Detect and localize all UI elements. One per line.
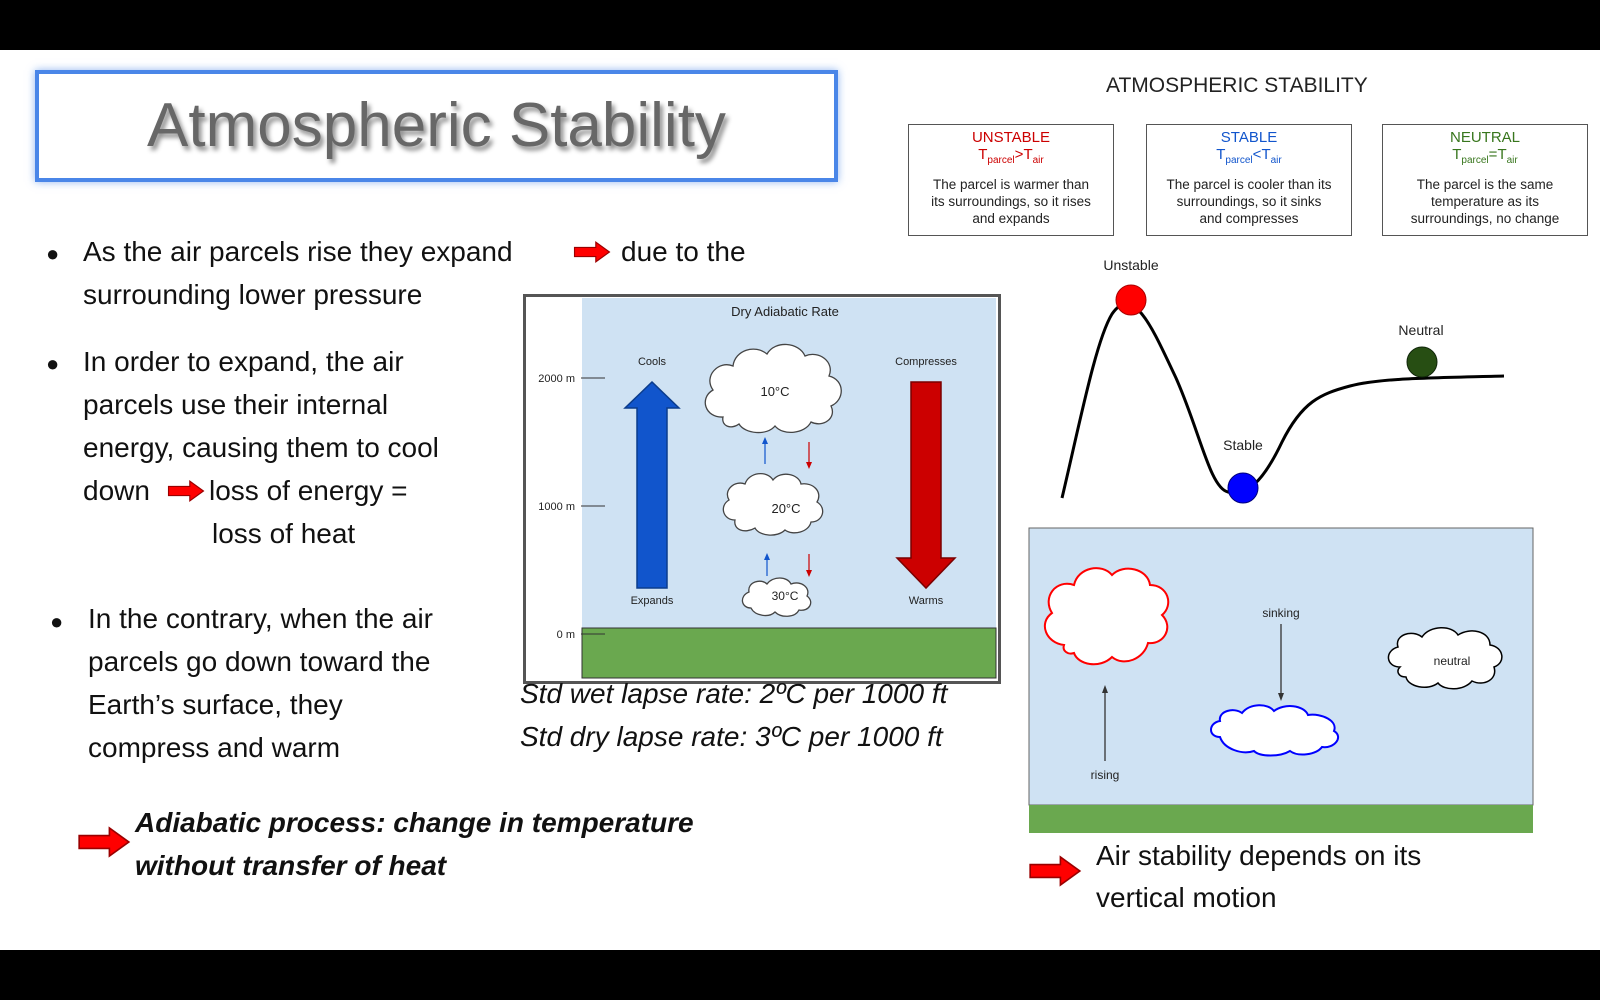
- bullet-2-line-2: parcels use their internal: [83, 389, 389, 420]
- bullet-1-line-2: surrounding lower pressure: [83, 279, 423, 310]
- bullet-2-line-5: loss of heat: [212, 518, 356, 549]
- formula-part: air: [1506, 155, 1518, 166]
- stability-box-label: STABLE: [1220, 129, 1278, 146]
- bullet-3-line-1: In the contrary, when the air: [88, 603, 433, 634]
- bullet-1-text-b: due to the: [621, 236, 746, 267]
- description-line: and expands: [972, 211, 1050, 226]
- label-compresses: Compresses: [895, 356, 957, 368]
- stability-formula: [909, 146, 1113, 170]
- stability-description: [909, 176, 1113, 227]
- bullet-2-line-4a: down: [83, 475, 150, 506]
- bullet-2-line-3: energy, causing them to cool: [83, 432, 439, 463]
- formula-part: T: [1497, 146, 1507, 163]
- formula-part: =: [1488, 146, 1498, 163]
- dry-lapse-rate: Std dry lapse rate: 3ºC per 1000 ft: [520, 721, 943, 752]
- title-box: [35, 70, 838, 182]
- unstable-ball: [1116, 285, 1146, 315]
- formula-part: parcel: [1225, 155, 1253, 166]
- stability-heading: ATMOSPHERIC STABILITY: [1106, 74, 1368, 97]
- label-unstable: Unstable: [1103, 257, 1159, 273]
- alt-label-0: 0 m: [556, 629, 575, 641]
- label-motion-neutral: neutral: [1433, 654, 1471, 668]
- cloud-temp-30: 30°C: [771, 589, 799, 603]
- bullet-2-line-4b: loss of energy =: [209, 475, 408, 506]
- ground-area: [582, 628, 996, 678]
- cloud-temp-20: 20°C: [771, 501, 801, 516]
- formula-part: T: [1261, 146, 1271, 163]
- slide-title: Atmospheric Stability: [147, 91, 726, 160]
- bullet-3-line-4: compress and warm: [88, 732, 341, 763]
- wet-lapse-rate: Std wet lapse rate: 2ºC per 1000 ft: [520, 678, 948, 709]
- label-stable: Stable: [1223, 437, 1263, 453]
- adiabatic-line-2: without transfer of heat: [135, 850, 447, 881]
- dry-adiabatic-diagram: [523, 294, 1001, 686]
- label-sinking: sinking: [1262, 606, 1300, 620]
- bullet-1: [83, 230, 513, 273]
- cloud-temp-10: 10°C: [760, 384, 790, 399]
- formula-part: T: [1216, 146, 1226, 163]
- label-neutral: Neutral: [1398, 322, 1444, 338]
- stability-formula: [1147, 146, 1351, 170]
- description-line: temperature as its: [1430, 194, 1540, 209]
- stability-box-unstable: [908, 124, 1114, 236]
- red-arrow-icon: [573, 239, 611, 265]
- bullet-dot: ●: [46, 241, 60, 266]
- description-line: its surroundings, so it rises: [931, 194, 1091, 209]
- red-arrow-icon: [167, 478, 205, 504]
- formula-part: parcel: [987, 155, 1015, 166]
- formula-part: air: [1032, 155, 1044, 166]
- vertical-motion-diagram: [1028, 527, 1534, 837]
- description-line: surroundings, so it sinks: [1176, 194, 1322, 209]
- ball-stability-diagram: [1050, 252, 1520, 552]
- motion-ground: [1029, 805, 1533, 833]
- label-warms: Warms: [908, 595, 944, 607]
- adiabatic-line-1: Adiabatic process: change in temperature: [135, 807, 694, 838]
- description-line: and compresses: [1199, 211, 1299, 226]
- conclusion-line-2: vertical motion: [1096, 882, 1277, 913]
- description-line: The parcel is cooler than its: [1166, 177, 1332, 192]
- red-arrow-icon: [1028, 854, 1082, 888]
- bullet-1-text-a: As the air parcels rise they expand: [83, 236, 513, 267]
- formula-part: T: [1023, 146, 1033, 163]
- bullet-dot: ●: [46, 351, 60, 376]
- description-line: surroundings, no change: [1410, 211, 1560, 226]
- description-line: The parcel is warmer than: [932, 177, 1090, 192]
- formula-part: >: [1014, 146, 1024, 163]
- formula-part: air: [1270, 155, 1282, 166]
- stability-box-stable: [1146, 124, 1352, 236]
- label-rising: rising: [1090, 768, 1120, 782]
- stability-box-label: NEUTRAL: [1449, 129, 1520, 146]
- label-cools: Cools: [637, 356, 667, 368]
- stable-ball: [1228, 473, 1258, 503]
- bullet-dot: ●: [50, 609, 64, 634]
- formula-part: <: [1252, 146, 1262, 163]
- description-line: The parcel is the same: [1416, 177, 1554, 192]
- bullet-3-line-2: parcels go down toward the: [88, 646, 431, 677]
- diagram-title: Dry Adiabatic Rate: [731, 304, 839, 319]
- stability-box-neutral: [1382, 124, 1588, 236]
- slide: [0, 50, 1600, 950]
- formula-part: T: [978, 146, 988, 163]
- alt-label-1000: 1000 m: [538, 501, 575, 513]
- red-arrow-icon: [77, 825, 131, 859]
- stability-description: [1383, 176, 1587, 227]
- bullet-2-line-1: In order to expand, the air: [83, 346, 404, 377]
- label-expands: Expands: [630, 595, 674, 607]
- formula-part: T: [1452, 146, 1462, 163]
- stability-formula: [1383, 146, 1587, 170]
- neutral-ball: [1407, 347, 1437, 377]
- stability-box-label: UNSTABLE: [971, 129, 1051, 146]
- stability-description: [1147, 176, 1351, 227]
- bullet-3-line-3: Earth’s surface, they: [88, 689, 343, 720]
- formula-part: parcel: [1461, 155, 1489, 166]
- conclusion-line-1: Air stability depends on its: [1096, 840, 1422, 871]
- alt-label-2000: 2000 m: [538, 373, 575, 385]
